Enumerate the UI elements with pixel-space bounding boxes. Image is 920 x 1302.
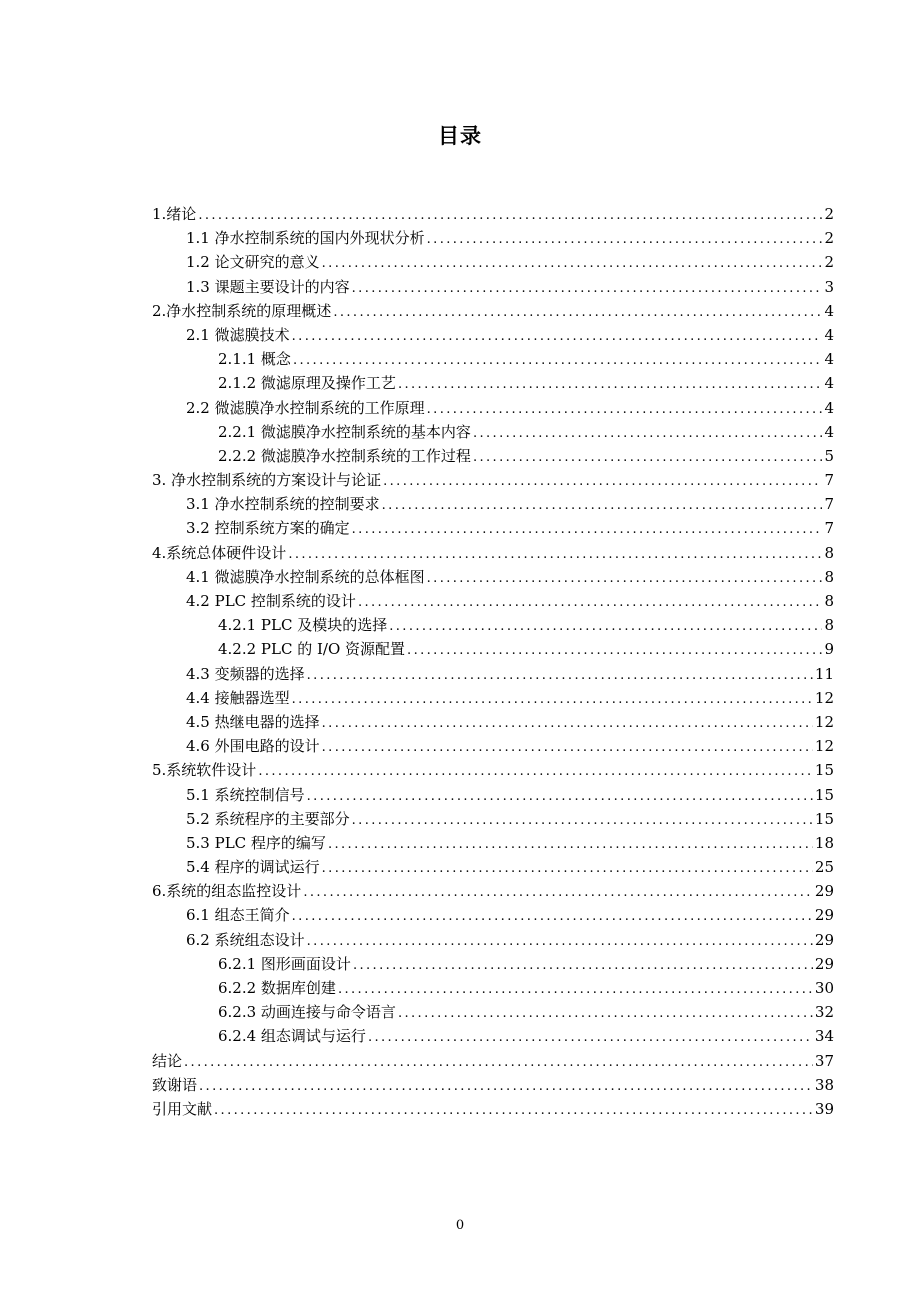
toc-entry-label: 6.1 组态王简介	[186, 906, 290, 925]
toc-leader-dots	[358, 591, 822, 615]
toc-leader-dots	[407, 639, 822, 663]
toc-entry-page: 2	[824, 253, 834, 272]
toc-entry-label: 4.2.1 PLC 及模块的选择	[218, 616, 388, 635]
toc-leader-dots	[292, 905, 813, 929]
toc-entry-label: 引用文献	[152, 1099, 213, 1118]
toc-leader-dots	[307, 664, 813, 688]
toc-leader-dots	[427, 398, 822, 422]
toc-entry-page: 4	[824, 422, 834, 441]
toc-entry[interactable]	[152, 734, 834, 758]
toc-entry-label: 4.5 热继电器的选择	[186, 712, 320, 731]
toc-leader-dots	[383, 470, 822, 494]
toc-entry[interactable]	[152, 952, 834, 976]
toc-entry[interactable]	[152, 613, 834, 637]
toc-entry[interactable]	[152, 637, 834, 661]
toc-entry-page: 5	[824, 446, 834, 465]
toc-entry-label: 4.2 PLC 控制系统的设计	[186, 592, 356, 610]
toc-leader-dots	[258, 760, 813, 784]
toc-entry[interactable]	[152, 686, 834, 710]
toc-leader-dots	[199, 1075, 813, 1099]
toc-entry-label: 3.1 净水控制系统的控制要求	[186, 495, 380, 514]
toc-entry[interactable]	[152, 541, 834, 565]
toc-entry[interactable]	[152, 589, 834, 613]
toc-entry[interactable]	[152, 323, 834, 347]
toc-entry-page: 2	[824, 229, 834, 248]
toc-entry-page: 32	[814, 1003, 834, 1022]
toc-entry-label: 1.1 净水控制系统的国内外现状分析	[186, 229, 425, 248]
toc-leader-dots	[473, 446, 822, 470]
toc-entry[interactable]	[152, 1097, 834, 1121]
toc-entry[interactable]	[152, 444, 834, 468]
toc-leader-dots	[398, 1002, 813, 1026]
toc-entry[interactable]	[152, 1000, 834, 1024]
toc-entry-page: 4	[824, 374, 834, 393]
toc-entry-label: 1.绪论	[152, 205, 197, 223]
toc-entry-page: 4	[824, 398, 834, 417]
toc-entry-label: 6.2.3 动画连接与命令语言	[218, 1003, 396, 1022]
toc-entry-page: 11	[814, 664, 834, 683]
toc-leader-dots	[184, 1051, 813, 1075]
toc-entry-page: 7	[824, 519, 834, 538]
toc-entry[interactable]	[152, 928, 834, 952]
toc-entry-page: 4	[824, 325, 834, 344]
toc-entry-page: 8	[824, 616, 834, 635]
toc-entry[interactable]	[152, 299, 834, 323]
toc-leader-dots	[352, 277, 822, 301]
toc-leader-dots	[292, 325, 822, 349]
toc-entry-page: 4	[824, 350, 834, 369]
toc-entry-page: 12	[814, 688, 834, 707]
toc-entry-page: 9	[824, 640, 834, 659]
toc-leader-dots	[307, 930, 813, 954]
toc-entry[interactable]	[152, 855, 834, 879]
toc-entry-page: 18	[814, 833, 834, 852]
toc-entry[interactable]	[152, 371, 834, 395]
toc-entry-label: 2.净水控制系统的原理概述	[152, 301, 332, 320]
toc-entry[interactable]	[152, 976, 834, 1000]
toc-leader-dots	[338, 978, 813, 1002]
toc-entry[interactable]	[152, 758, 834, 782]
toc-entry-label: 6.2 系统组态设计	[186, 930, 305, 949]
toc-leader-dots	[322, 736, 813, 760]
toc-entry-label: 2.1.1 概念	[218, 350, 291, 369]
toc-entry-page: 29	[814, 882, 834, 901]
toc-entry[interactable]	[152, 347, 834, 371]
toc-entry-page: 4	[824, 301, 834, 320]
toc-entry-page: 15	[814, 785, 834, 804]
toc-entry-page: 37	[814, 1051, 834, 1070]
toc-entry-label: 2.1.2 微滤原理及操作工艺	[218, 374, 396, 393]
toc-entry[interactable]	[152, 807, 834, 831]
toc-entry[interactable]	[152, 468, 834, 492]
toc-leader-dots	[322, 712, 813, 736]
toc-entry[interactable]	[152, 396, 834, 420]
toc-leader-dots	[328, 833, 813, 857]
page-title: 目录	[438, 124, 482, 148]
toc-entry-page: 15	[814, 809, 834, 828]
toc-entry[interactable]	[152, 710, 834, 734]
toc-entry[interactable]	[152, 420, 834, 444]
toc-entry-page: 34	[814, 1027, 834, 1046]
toc-entry-page: 7	[824, 495, 834, 514]
toc-entry[interactable]	[152, 516, 834, 540]
toc-leader-dots	[389, 615, 822, 639]
toc-entry-label: 5.系统软件设计	[152, 761, 257, 780]
toc-entry-label: 5.1 系统控制信号	[186, 785, 305, 804]
toc-entry[interactable]	[152, 250, 834, 274]
toc-entry-label: 1.3 课题主要设计的内容	[186, 277, 350, 296]
toc-entry-label: 5.4 程序的调试运行	[186, 858, 320, 877]
table-of-contents	[152, 202, 834, 1121]
toc-entry-page: 29	[814, 906, 834, 925]
toc-entry[interactable]	[152, 275, 834, 299]
toc-entry[interactable]	[152, 903, 834, 927]
toc-entry-page: 2	[824, 205, 834, 223]
toc-leader-dots	[292, 688, 813, 712]
toc-leader-dots	[303, 881, 813, 905]
toc-entry-label: 6.2.1 图形画面设计	[218, 954, 351, 973]
toc-leader-dots	[214, 1099, 813, 1123]
toc-leader-dots	[322, 857, 813, 881]
toc-entry-label: 6.2.4 组态调试与运行	[218, 1027, 366, 1046]
toc-entry-page: 7	[824, 471, 834, 490]
toc-entry[interactable]	[152, 565, 834, 589]
toc-entry-label: 2.2.2 微滤膜净水控制系统的工作过程	[218, 446, 471, 465]
toc-entry-label: 5.3 PLC 程序的编写	[186, 833, 326, 852]
toc-entry-label: 3.2 控制系统方案的确定	[186, 519, 350, 538]
toc-leader-dots	[293, 349, 822, 373]
toc-entry-label: 4.2.2 PLC 的 I/O 资源配置	[218, 640, 406, 659]
toc-leader-dots	[427, 567, 822, 591]
toc-entry-page: 25	[814, 858, 834, 877]
toc-entry[interactable]	[152, 202, 834, 226]
toc-leader-dots	[473, 422, 822, 446]
toc-leader-dots	[398, 373, 822, 397]
toc-entry-label: 2.2.1 微滤膜净水控制系统的基本内容	[218, 422, 471, 441]
toc-entry[interactable]	[152, 662, 834, 686]
toc-entry-page: 29	[814, 930, 834, 949]
toc-entry[interactable]	[152, 831, 834, 855]
toc-entry[interactable]	[152, 1024, 834, 1048]
toc-leader-dots	[352, 518, 822, 542]
toc-entry-label: 4.1 微滤膜净水控制系统的总体框图	[186, 567, 425, 586]
toc-entry-page: 3	[824, 277, 834, 296]
toc-entry-label: 结论	[152, 1051, 183, 1070]
toc-leader-dots	[333, 301, 822, 325]
page-number: 0	[455, 1218, 465, 1233]
toc-entry-label: 6.系统的组态监控设计	[152, 882, 302, 901]
toc-entry-page: 8	[824, 592, 834, 610]
toc-entry-label: 2.2 微滤膜净水控制系统的工作原理	[186, 398, 425, 417]
toc-entry-page: 8	[824, 567, 834, 586]
toc-entry-label: 4.3 变频器的选择	[186, 664, 305, 683]
toc-leader-dots	[198, 204, 822, 228]
toc-entry-page: 12	[814, 737, 834, 756]
toc-leader-dots	[382, 494, 822, 518]
toc-entry[interactable]	[152, 879, 834, 903]
toc-entry-label: 5.2 系统程序的主要部分	[186, 809, 350, 828]
toc-entry-label: 4.4 接触器选型	[186, 688, 290, 707]
toc-leader-dots	[288, 543, 822, 567]
toc-entry-label: 6.2.2 数据库创建	[218, 979, 336, 997]
toc-entry[interactable]	[152, 1073, 834, 1097]
toc-entry[interactable]	[152, 783, 834, 807]
toc-entry-label: 致谢语	[152, 1075, 198, 1094]
toc-entry-page: 39	[814, 1099, 834, 1118]
toc-leader-dots	[368, 1026, 813, 1050]
toc-leader-dots	[307, 785, 813, 809]
toc-entry-page: 30	[814, 979, 834, 997]
toc-entry-page: 29	[814, 954, 834, 973]
toc-entry-label: 3. 净水控制系统的方案设计与论证	[152, 471, 382, 490]
toc-leader-dots	[353, 954, 813, 978]
toc-entry-label: 2.1 微滤膜技术	[186, 325, 290, 344]
toc-entry-page: 38	[814, 1075, 834, 1094]
toc-entry[interactable]	[152, 492, 834, 516]
toc-entry-page: 12	[814, 712, 834, 731]
toc-entry-page: 8	[824, 543, 834, 562]
toc-leader-dots	[427, 228, 822, 252]
toc-entry-label: 4.6 外围电路的设计	[186, 737, 320, 756]
toc-entry-label: 1.2 论文研究的意义	[186, 253, 320, 272]
toc-entry[interactable]	[152, 226, 834, 250]
toc-entry[interactable]	[152, 1049, 834, 1073]
toc-entry-page: 15	[814, 761, 834, 780]
toc-entry-label: 4.系统总体硬件设计	[152, 543, 287, 562]
toc-leader-dots	[322, 252, 822, 276]
toc-leader-dots	[352, 809, 813, 833]
